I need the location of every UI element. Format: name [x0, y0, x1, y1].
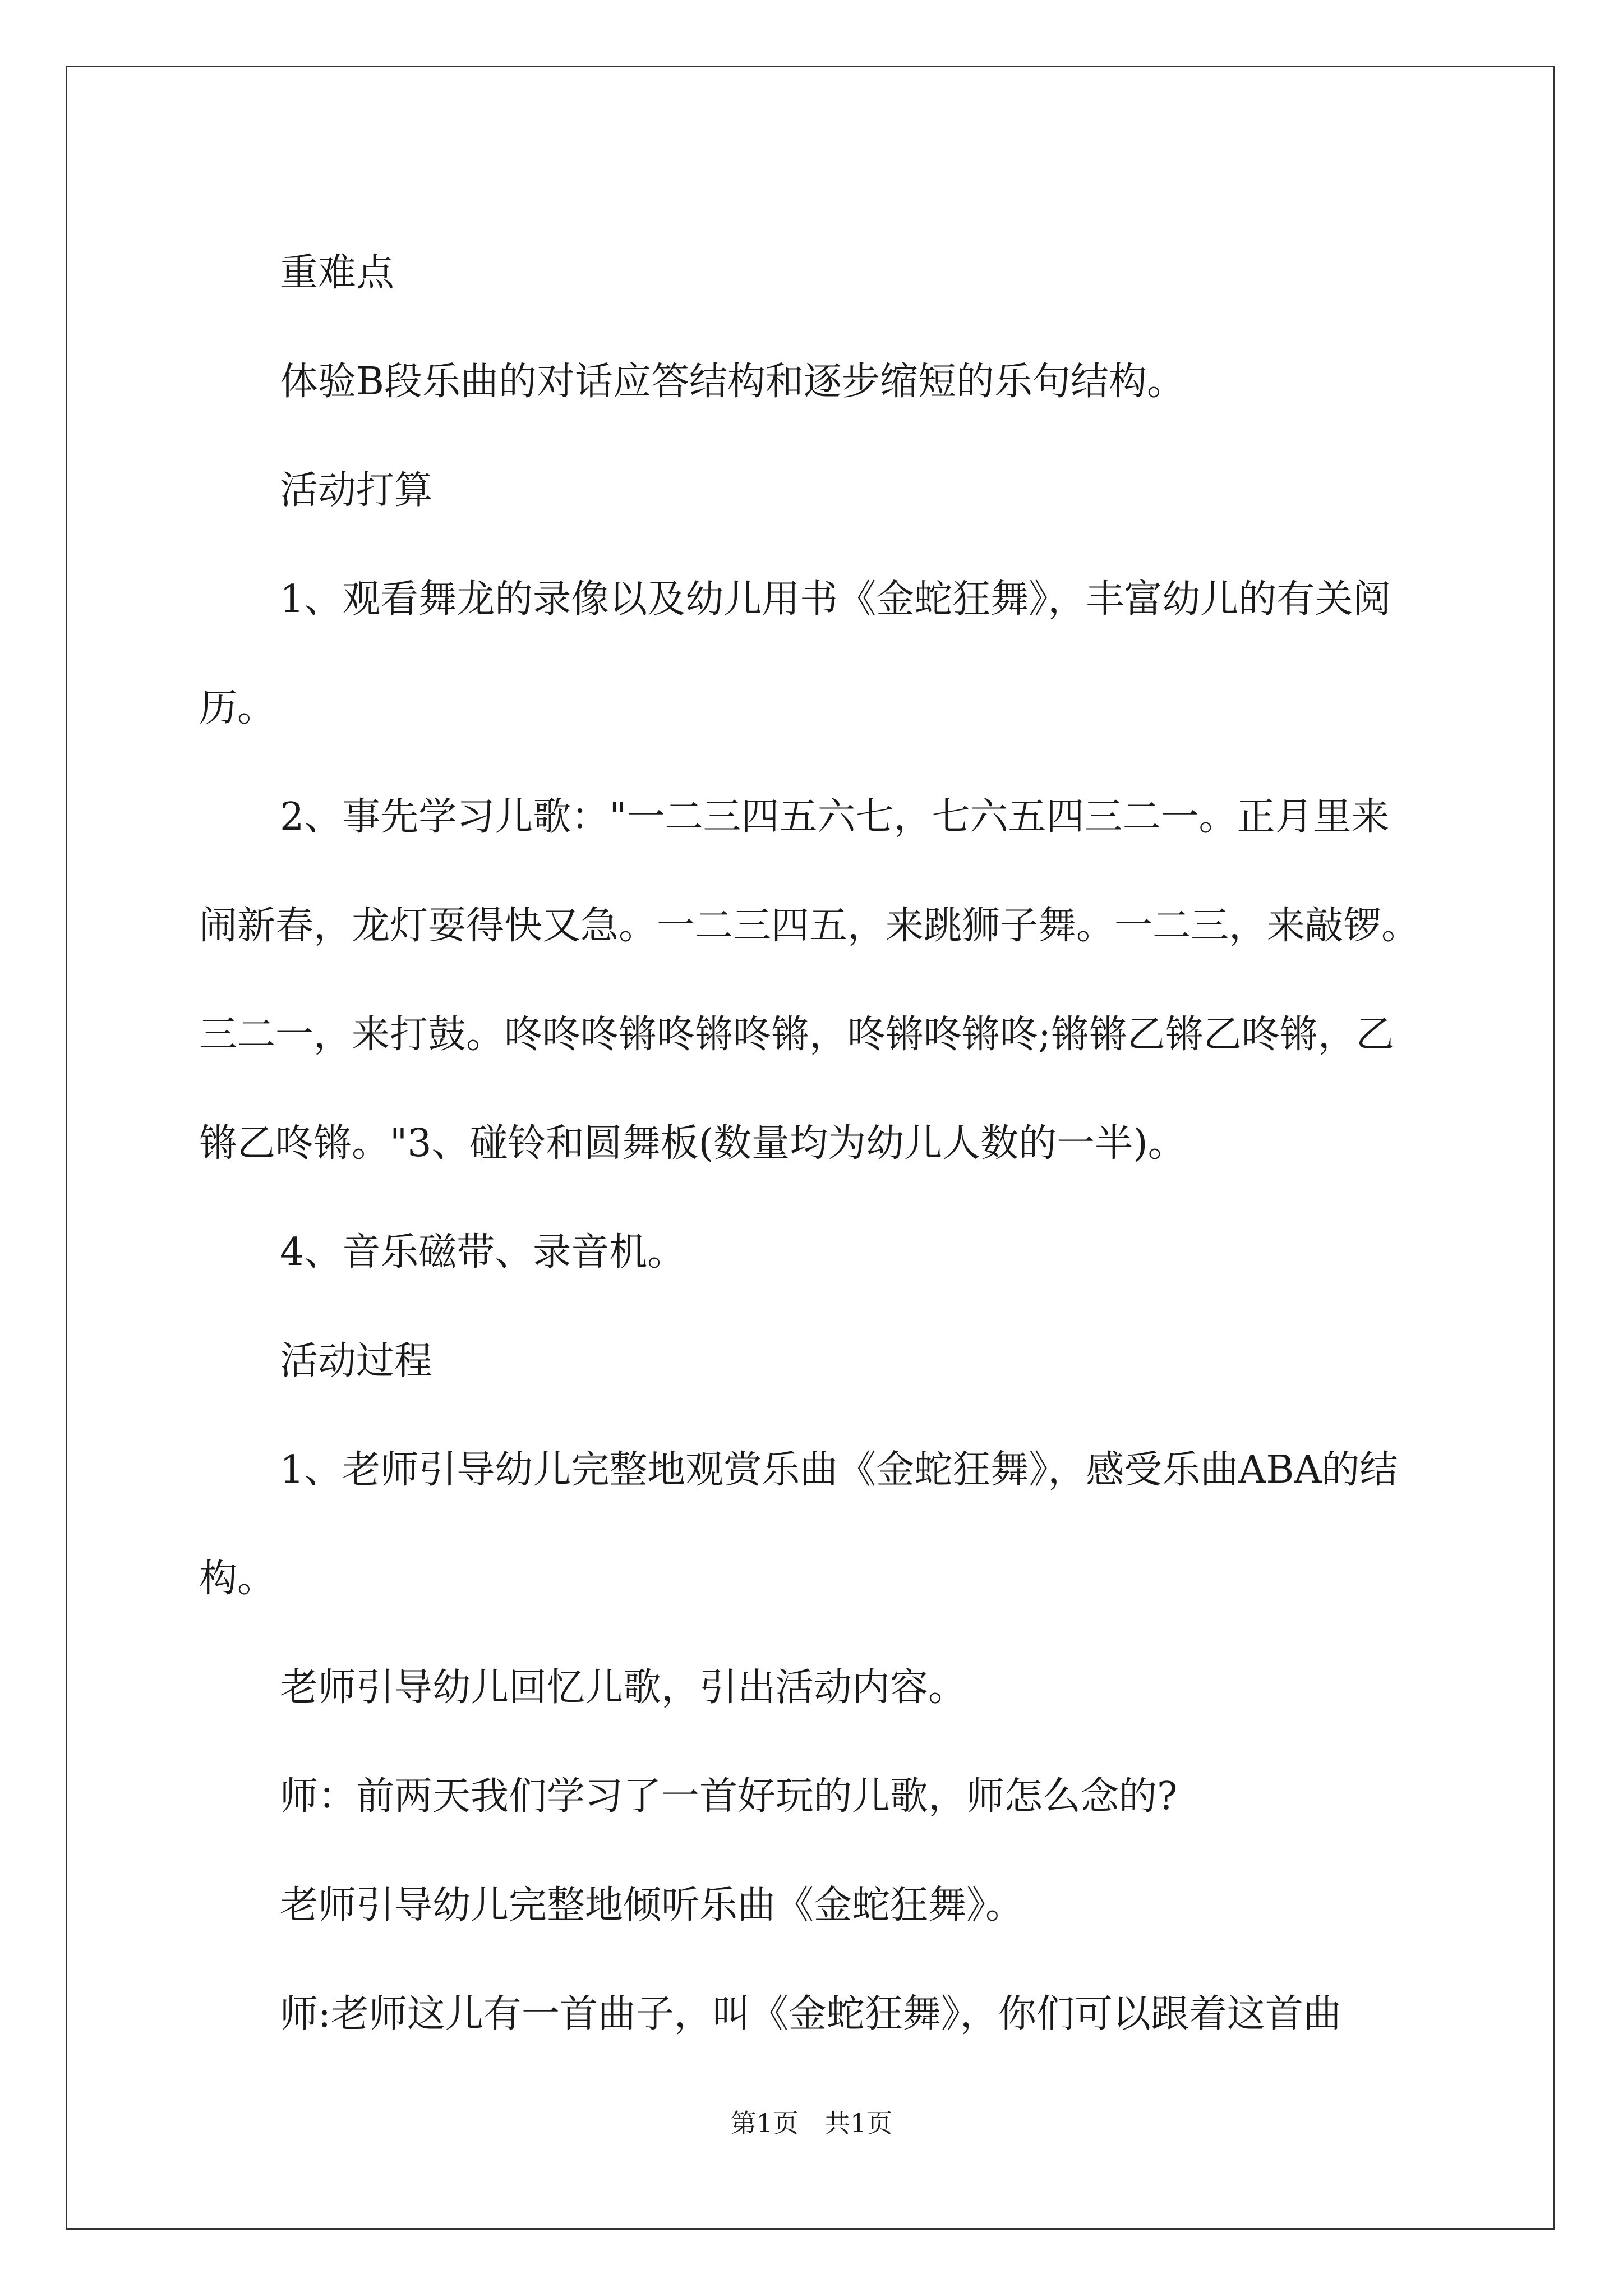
paragraph-process-1: 1、老师引导幼儿完整地观赏乐曲《金蛇狂舞》，感受乐曲ABA的结构。 — [199, 1448, 1398, 1601]
paragraph-teacher-intro: 师:老师这儿有一首曲子，叫《金蛇狂舞》，你们可以跟着这首曲 — [280, 1992, 1341, 2036]
paragraph-preparation-1: 1、观看舞龙的录像以及幼儿用书《金蛇狂舞》，丰富幼儿的有关阅历。 — [199, 577, 1391, 730]
paragraph-preparation-4: 4、音乐磁带、录音机。 — [280, 1230, 686, 1274]
paragraph-teacher-question: 师：前两天我们学习了一首好玩的儿歌，师怎么念的? — [280, 1774, 1178, 1819]
paragraph-key-points: 体验B段乐曲的对话应答结构和逐步缩短的乐句结构。 — [280, 360, 1185, 404]
paragraph-preparation-2: 2、事先学习儿歌："一二三四五六七，七六五四三二一。正月里来闹新春，龙灯耍得快又急。一二三四五，来跳狮子舞。一二三，来敲锣。三二一，来打鼓。咚咚咚锵咚锵咚锵，咚锵咚锵咚;锵锵乙锵乙咚锵，乙锵乙咚锵。"3、碰铃和圆舞板(数量均为幼儿人数的一半)。 — [199, 795, 1420, 1166]
paragraph-process-listen: 老师引导幼儿完整地倾听乐曲《金蛇狂舞》。 — [280, 1883, 1024, 1927]
heading-key-points: 重难点 — [280, 251, 395, 295]
heading-process: 活动过程 — [280, 1339, 433, 1383]
paragraph-process-guide: 老师引导幼儿回忆儿歌，引出活动内容。 — [280, 1665, 967, 1710]
document-body — [199, 219, 1422, 2069]
heading-preparation: 活动打算 — [280, 468, 433, 513]
page-number-footer: 第1页 共1页 — [730, 2108, 893, 2138]
